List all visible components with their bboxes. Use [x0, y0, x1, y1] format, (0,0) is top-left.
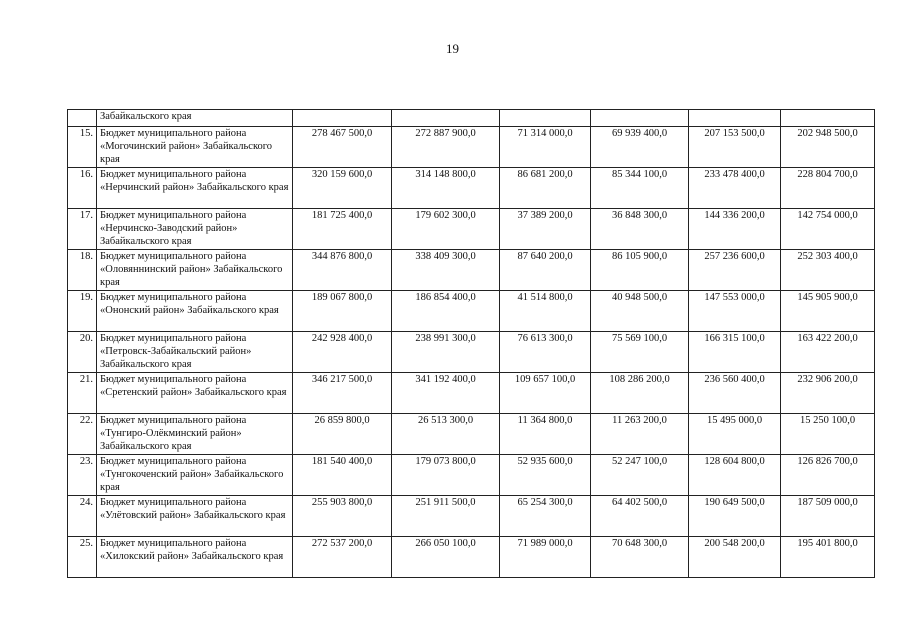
- row-number-cell: 16.: [68, 168, 97, 209]
- table-row: [68, 168, 875, 209]
- row-number-cell: 21.: [68, 373, 97, 414]
- value-cell: 26 859 800,0: [293, 414, 392, 455]
- row-name-cell: Бюджет муниципального района «Ононский район» Забайкальского края: [97, 291, 293, 332]
- value-cell: 202 948 500,0: [781, 127, 875, 168]
- value-cell: 242 928 400,0: [293, 332, 392, 373]
- value-cell: 166 315 100,0: [689, 332, 781, 373]
- value-cell: 266 050 100,0: [392, 537, 500, 578]
- table-row: [68, 496, 875, 537]
- row-name-cell: Забайкальского края: [97, 110, 293, 127]
- value-cell: 338 409 300,0: [392, 250, 500, 291]
- value-cell: 341 192 400,0: [392, 373, 500, 414]
- value-cell: 207 153 500,0: [689, 127, 781, 168]
- value-cell: 69 939 400,0: [591, 127, 689, 168]
- value-cell: 41 514 800,0: [500, 291, 591, 332]
- value-cell: 86 105 900,0: [591, 250, 689, 291]
- value-cell: 346 217 500,0: [293, 373, 392, 414]
- value-cell: 272 887 900,0: [392, 127, 500, 168]
- value-cell: 344 876 800,0: [293, 250, 392, 291]
- value-cell: 142 754 000,0: [781, 209, 875, 250]
- value-cell: 71 989 000,0: [500, 537, 591, 578]
- table-row: [68, 373, 875, 414]
- value-cell: 15 495 000,0: [689, 414, 781, 455]
- value-cell: 190 649 500,0: [689, 496, 781, 537]
- value-cell: 251 911 500,0: [392, 496, 500, 537]
- value-cell: 181 725 400,0: [293, 209, 392, 250]
- row-number-cell: 15.: [68, 127, 97, 168]
- value-cell: 64 402 500,0: [591, 496, 689, 537]
- value-cell: 314 148 800,0: [392, 168, 500, 209]
- value-cell: 26 513 300,0: [392, 414, 500, 455]
- value-cell: 179 073 800,0: [392, 455, 500, 496]
- value-cell: 189 067 800,0: [293, 291, 392, 332]
- value-cell: 163 422 200,0: [781, 332, 875, 373]
- row-name-cell: Бюджет муниципального района «Сретенский район» Забайкальского края: [97, 373, 293, 414]
- table-row: [68, 537, 875, 578]
- row-number-cell: 17.: [68, 209, 97, 250]
- value-cell: 179 602 300,0: [392, 209, 500, 250]
- value-cell: 36 848 300,0: [591, 209, 689, 250]
- value-cell: 233 478 400,0: [689, 168, 781, 209]
- value-cell: [500, 110, 591, 127]
- value-cell: 11 364 800,0: [500, 414, 591, 455]
- value-cell: [591, 110, 689, 127]
- value-cell: 87 640 200,0: [500, 250, 591, 291]
- value-cell: 228 804 700,0: [781, 168, 875, 209]
- value-cell: 108 286 200,0: [591, 373, 689, 414]
- value-cell: 75 569 100,0: [591, 332, 689, 373]
- value-cell: 11 263 200,0: [591, 414, 689, 455]
- value-cell: 37 389 200,0: [500, 209, 591, 250]
- value-cell: 65 254 300,0: [500, 496, 591, 537]
- row-name-cell: Бюджет муниципального района «Улётовский район» Забайкальского края: [97, 496, 293, 537]
- value-cell: 181 540 400,0: [293, 455, 392, 496]
- value-cell: 52 935 600,0: [500, 455, 591, 496]
- row-number-cell: 24.: [68, 496, 97, 537]
- value-cell: [293, 110, 392, 127]
- row-name-cell: Бюджет муниципального района «Могочинский район» Забайкальского края: [97, 127, 293, 168]
- value-cell: 236 560 400,0: [689, 373, 781, 414]
- value-cell: 70 648 300,0: [591, 537, 689, 578]
- value-cell: 15 250 100,0: [781, 414, 875, 455]
- row-name-cell: Бюджет муниципального района «Нерчинско-Заводский район» Забайкальского края: [97, 209, 293, 250]
- value-cell: [781, 110, 875, 127]
- table-row: [68, 127, 875, 168]
- row-name-cell: Бюджет муниципального района «Нерчинский район» Забайкальского края: [97, 168, 293, 209]
- row-number-cell: 22.: [68, 414, 97, 455]
- row-number-cell: [68, 110, 97, 127]
- value-cell: 147 553 000,0: [689, 291, 781, 332]
- value-cell: 320 159 600,0: [293, 168, 392, 209]
- value-cell: 278 467 500,0: [293, 127, 392, 168]
- table-row: [68, 291, 875, 332]
- value-cell: 126 826 700,0: [781, 455, 875, 496]
- value-cell: 86 681 200,0: [500, 168, 591, 209]
- value-cell: 109 657 100,0: [500, 373, 591, 414]
- table-row: [68, 209, 875, 250]
- value-cell: 52 247 100,0: [591, 455, 689, 496]
- table-row: [68, 332, 875, 373]
- value-cell: 144 336 200,0: [689, 209, 781, 250]
- value-cell: 272 537 200,0: [293, 537, 392, 578]
- value-cell: 145 905 900,0: [781, 291, 875, 332]
- value-cell: [689, 110, 781, 127]
- row-number-cell: 23.: [68, 455, 97, 496]
- value-cell: 40 948 500,0: [591, 291, 689, 332]
- row-number-cell: 19.: [68, 291, 97, 332]
- value-cell: 232 906 200,0: [781, 373, 875, 414]
- row-name-cell: Бюджет муниципального района «Оловяннинский район» Забайкальского края: [97, 250, 293, 291]
- value-cell: 85 344 100,0: [591, 168, 689, 209]
- page-number: 19: [446, 41, 459, 56]
- row-name-cell: Бюджет муниципального района «Тунгиро-Олёкминский район» Забайкальского края: [97, 414, 293, 455]
- value-cell: 200 548 200,0: [689, 537, 781, 578]
- table-row-continued: [68, 110, 875, 127]
- value-cell: 71 314 000,0: [500, 127, 591, 168]
- row-number-cell: 18.: [68, 250, 97, 291]
- value-cell: 76 613 300,0: [500, 332, 591, 373]
- value-cell: 255 903 800,0: [293, 496, 392, 537]
- value-cell: 187 509 000,0: [781, 496, 875, 537]
- row-name-cell: Бюджет муниципального района «Петровск-Забайкальский район» Забайкальского края: [97, 332, 293, 373]
- table-row: [68, 250, 875, 291]
- budget-table: [67, 109, 875, 578]
- value-cell: [392, 110, 500, 127]
- row-number-cell: 20.: [68, 332, 97, 373]
- value-cell: 257 236 600,0: [689, 250, 781, 291]
- value-cell: 186 854 400,0: [392, 291, 500, 332]
- row-name-cell: Бюджет муниципального района «Тунгокоченский район» Забайкальского края: [97, 455, 293, 496]
- row-name-cell: Бюджет муниципального района «Хилокский район» Забайкальского края: [97, 537, 293, 578]
- table-row: [68, 455, 875, 496]
- value-cell: 195 401 800,0: [781, 537, 875, 578]
- value-cell: 252 303 400,0: [781, 250, 875, 291]
- row-number-cell: 25.: [68, 537, 97, 578]
- value-cell: 128 604 800,0: [689, 455, 781, 496]
- table-row: [68, 414, 875, 455]
- value-cell: 238 991 300,0: [392, 332, 500, 373]
